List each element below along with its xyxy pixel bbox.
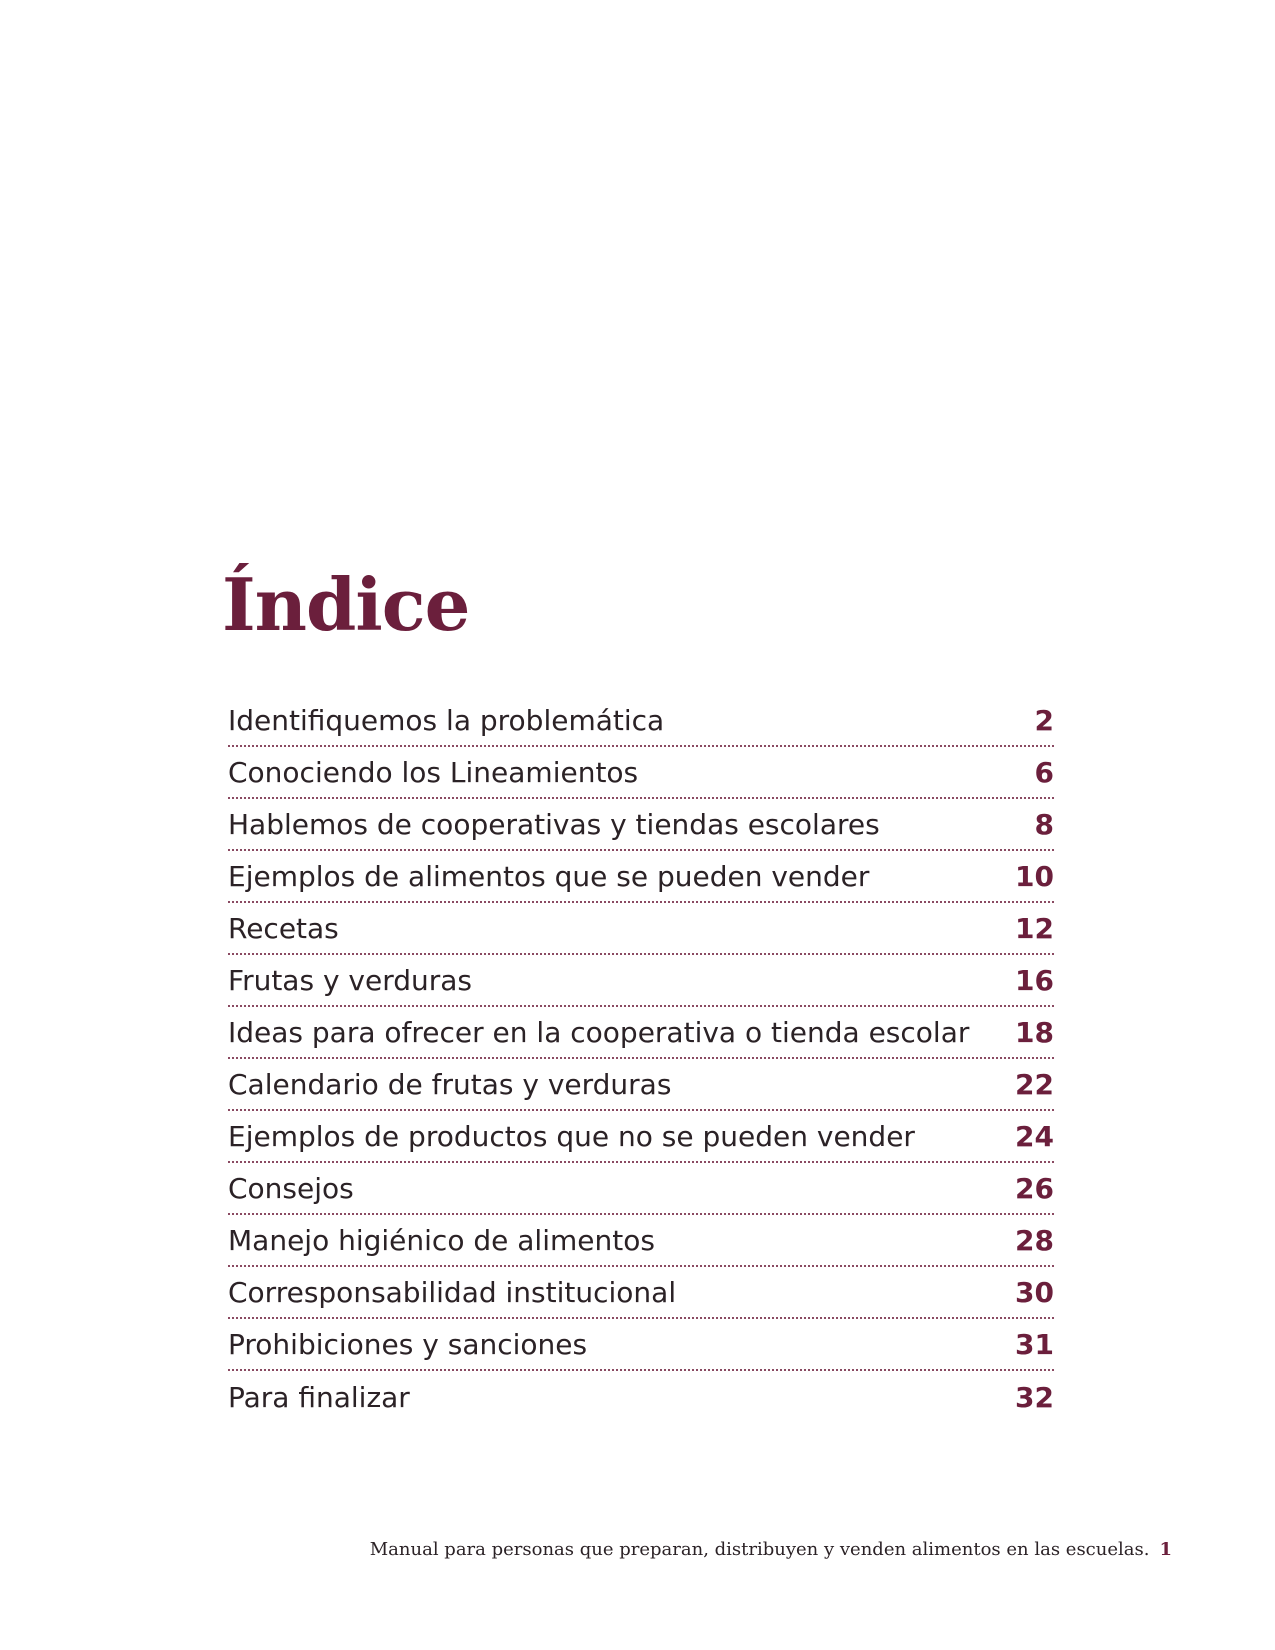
toc-entry-page: 26: [1015, 1171, 1054, 1205]
toc-entry[interactable]: [228, 1111, 1054, 1163]
toc-entry-page: 22: [1015, 1067, 1054, 1101]
toc-entry-label: Identifiquemos la problemática: [228, 703, 665, 737]
toc-entry-page: 32: [1015, 1380, 1054, 1414]
toc-entry[interactable]: [228, 1319, 1054, 1371]
table-of-contents: [228, 695, 1054, 1423]
toc-entry-label: Consejos: [228, 1171, 354, 1205]
toc-entry-label: Ejemplos de alimentos que se pueden vender: [228, 859, 870, 893]
page-footer: [370, 1539, 1172, 1560]
toc-entry[interactable]: [228, 903, 1054, 955]
toc-entry[interactable]: [228, 1215, 1054, 1267]
toc-entry-page: 16: [1015, 963, 1054, 997]
toc-entry-page: 28: [1015, 1223, 1054, 1257]
footer-text: Manual para personas que preparan, distribuyen y venden alimentos en las escuelas.: [369, 1539, 1150, 1560]
toc-entry[interactable]: [228, 1163, 1054, 1215]
toc-entry[interactable]: [228, 1059, 1054, 1111]
toc-entry[interactable]: [228, 695, 1054, 747]
toc-entry-label: Manejo higiénico de alimentos: [228, 1223, 655, 1257]
footer-page-number: 1: [1159, 1539, 1172, 1560]
toc-entry-label: Ejemplos de productos que no se pueden vender: [228, 1119, 915, 1153]
toc-entry-label: Conociendo los Lineamientos: [228, 755, 639, 789]
toc-entry[interactable]: [228, 1267, 1054, 1319]
toc-entry-page: 24: [1015, 1119, 1054, 1153]
toc-entry[interactable]: [228, 1371, 1054, 1423]
toc-entry-page: 12: [1015, 911, 1054, 945]
page-title: Índice: [222, 562, 470, 647]
toc-entry-label: Corresponsabilidad institucional: [228, 1275, 677, 1309]
toc-entry[interactable]: [228, 851, 1054, 903]
toc-entry-label: Calendario de frutas y verduras: [228, 1067, 672, 1101]
toc-entry-label: Para finalizar: [228, 1380, 410, 1414]
toc-entry-page: 10: [1015, 859, 1054, 893]
toc-entry-page: 6: [1034, 755, 1054, 789]
toc-entry-page: 2: [1034, 703, 1054, 737]
toc-entry[interactable]: [228, 1007, 1054, 1059]
toc-entry-page: 18: [1015, 1015, 1054, 1049]
toc-entry-label: Recetas: [228, 911, 339, 945]
toc-entry[interactable]: [228, 799, 1054, 851]
toc-entry-page: 31: [1015, 1327, 1054, 1361]
toc-entry-page: 30: [1015, 1275, 1054, 1309]
toc-entry[interactable]: [228, 955, 1054, 1007]
toc-entry-label: Ideas para ofrecer en la cooperativa o tienda escolar: [228, 1015, 970, 1049]
toc-entry-label: Hablemos de cooperativas y tiendas escolares: [228, 807, 880, 841]
toc-entry[interactable]: [228, 747, 1054, 799]
toc-entry-page: 8: [1034, 807, 1054, 841]
toc-entry-label: Frutas y verduras: [228, 963, 473, 997]
toc-entry-label: Prohibiciones y sanciones: [228, 1327, 588, 1361]
